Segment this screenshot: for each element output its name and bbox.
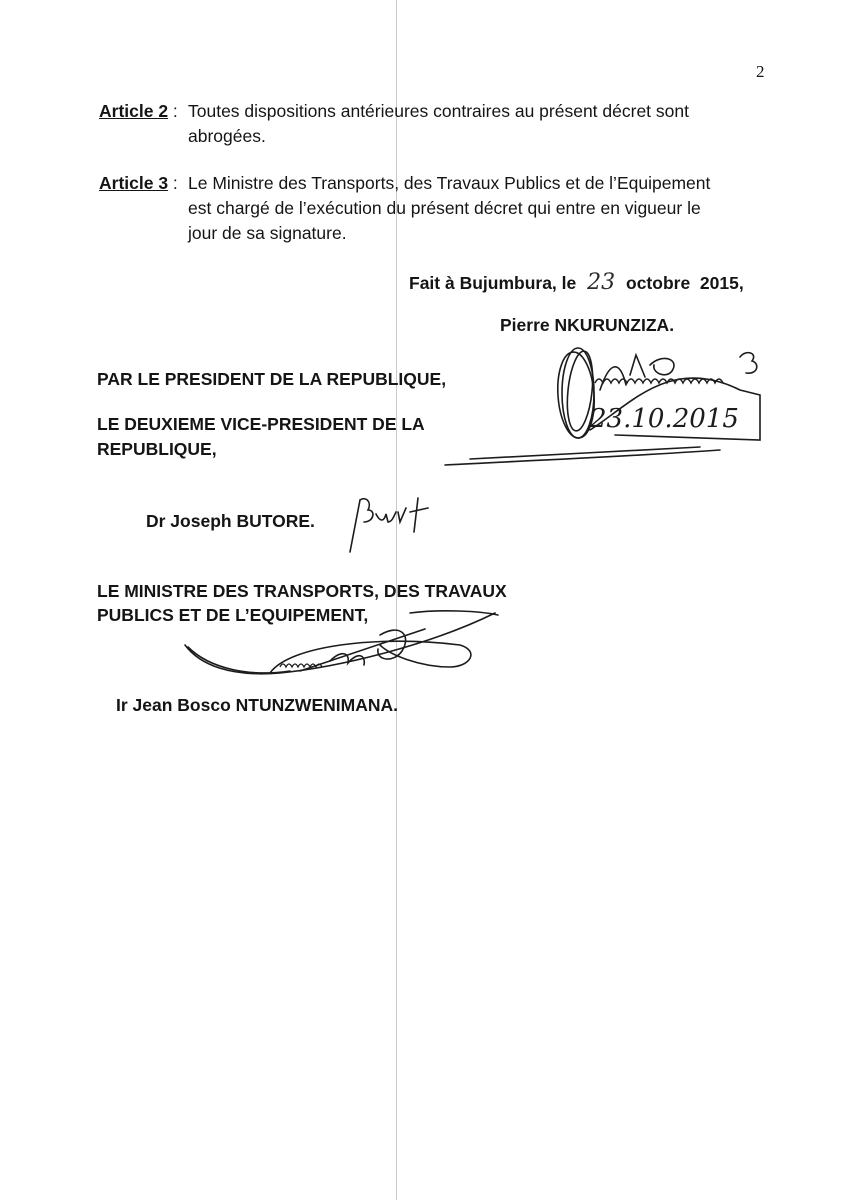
place-date [409, 270, 744, 295]
article-2-text [188, 99, 771, 149]
vp-signature-drawing [340, 492, 450, 562]
president-signature-drawing [440, 335, 780, 475]
vp-title-line-2: REPUBLIQUE, [97, 439, 217, 459]
handwritten-day: 23 [587, 270, 616, 295]
article-3-line: jour de sa signature. [188, 223, 347, 243]
article-2-label: Article 2 [99, 101, 169, 121]
countersign-heading: PAR LE PRESIDENT DE LA REPUBLIQUE, [97, 369, 447, 389]
place-date-suffix: octobre 2015, [626, 273, 744, 293]
minister-title-line-2: PUBLICS ET DE L’EQUIPEMENT, [97, 605, 369, 625]
minister-title-line-1: LE MINISTRE DES TRANSPORTS, DES TRAVAUX [97, 581, 507, 601]
minister-name: Ir Jean Bosco NTUNZWENIMANA. [116, 695, 398, 715]
article-2-separator: : [168, 101, 178, 121]
article-2-line: abrogées. [188, 126, 266, 146]
minister-signature-drawing [180, 605, 510, 695]
president-signature-date: 23.10.2015 [590, 404, 739, 434]
page-number: 2 [756, 62, 765, 81]
article-3-line: est chargé de l’exécution du présent décret qui entre en vigueur le [188, 198, 701, 218]
minister-signature [180, 605, 510, 695]
vp-name: Dr Joseph BUTORE. [146, 511, 315, 531]
article-3-text [188, 171, 771, 246]
article-3 [99, 171, 711, 243]
article-3-line: Le Ministre des Transports, des Travaux Publics et de l’Equipement [188, 173, 711, 193]
vp-signature [340, 492, 450, 562]
president-signature [440, 335, 780, 475]
article-3-separator: : [168, 173, 178, 193]
article-3-label: Article 3 [99, 173, 169, 193]
place-date-prefix: Fait à Bujumbura, le [409, 273, 577, 293]
article-2 [99, 99, 689, 146]
article-2-line: Toutes dispositions antérieures contraires au présent décret sont [188, 101, 689, 121]
president-name: Pierre NKURUNZIZA. [500, 315, 675, 335]
vp-title-line-1: LE DEUXIEME VICE-PRESIDENT DE LA [97, 414, 425, 434]
